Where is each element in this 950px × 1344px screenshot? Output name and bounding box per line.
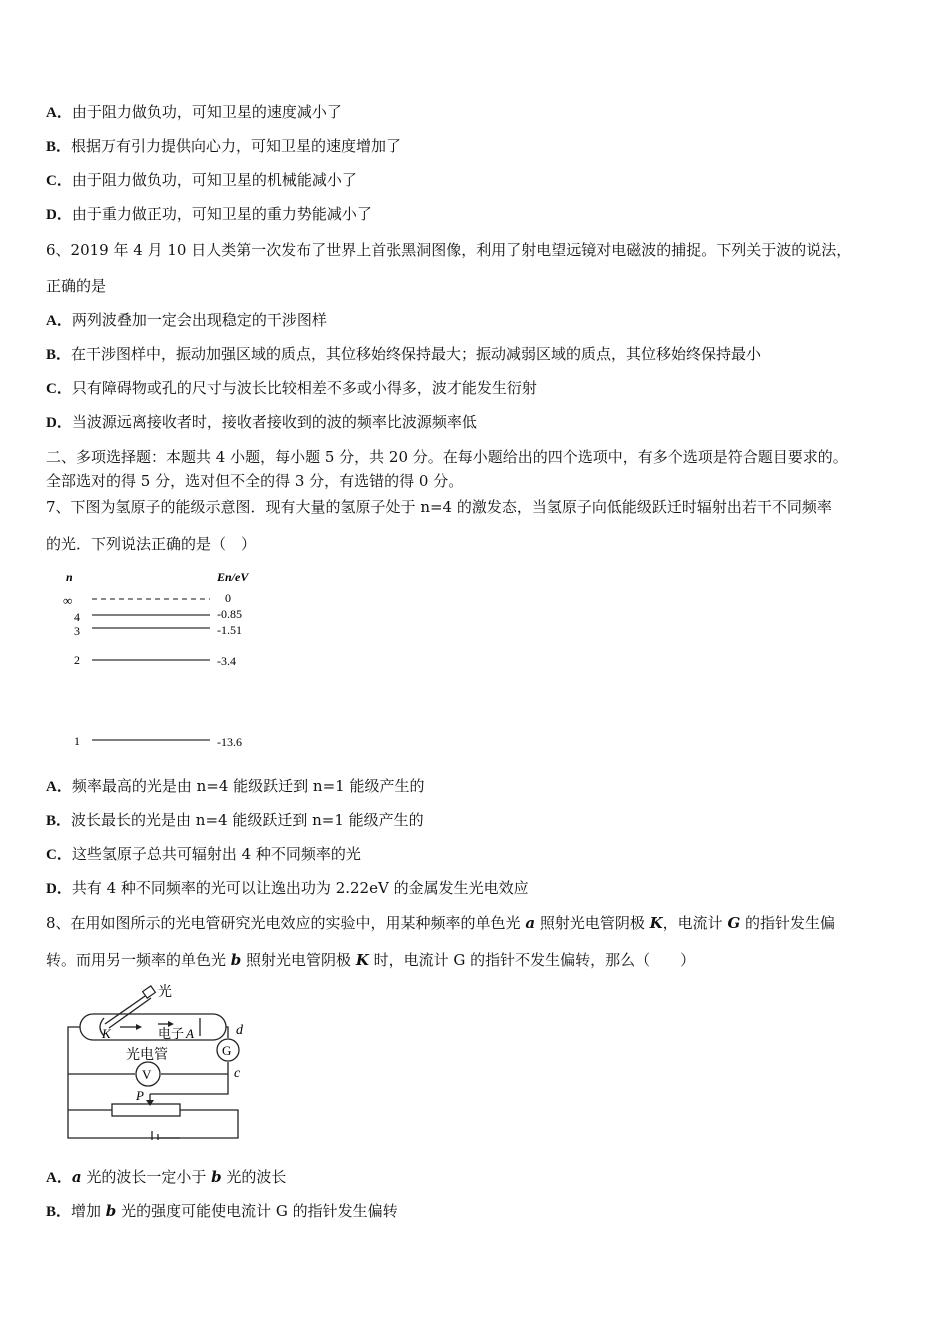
diagram-n-header: n: [66, 570, 73, 584]
q6-option-b: B．在干涉图样中，振动加强区域的质点，其位移始终保持最大；振动减弱区域的质点，其位移始终保持最小: [46, 345, 762, 363]
level-e-inf: 0: [225, 591, 231, 605]
diagram-e-header: En/eV: [217, 570, 249, 584]
q7-option-a: A．频率最高的光是由 n=4 能级跃迁到 n=1 能级产生的: [46, 777, 425, 795]
q5-option-d: D．由于重力做正功，可知卫星的重力势能减小了: [46, 205, 372, 223]
level-n-1: 1: [74, 734, 80, 748]
wire-right-bottom: [158, 1110, 238, 1138]
energy-level-diagram: [55, 564, 285, 759]
galvanometer-label: G: [222, 1043, 232, 1058]
level-n-2: 2: [74, 653, 80, 667]
q6-option-c: C．只有障碍物或孔的尺寸与波长比较相差不多或小得多，波才能发生衍射: [46, 379, 537, 397]
light-label: 光: [158, 985, 172, 1000]
q8-stem-line1: 8、在用如图所示的光电管研究光电效应的实验中，用某种频率的单色光 a 照射光电管阴极 K，电流计 G 的指针发生偏: [46, 914, 836, 932]
electron-label: 电子: [158, 1026, 185, 1041]
q7-stem-line1: 7、下图为氢原子的能级示意图．现有大量的氢原子处于 n=4 的激发态，当氢原子向低能级跃迁时辐射出若干不同频率: [46, 498, 832, 516]
voltmeter-label: V: [142, 1067, 152, 1082]
level-n-3: 3: [74, 624, 80, 638]
cathode-label: K: [102, 1026, 111, 1041]
anode-label: A: [186, 1026, 194, 1041]
q8-option-a: A．a 光的波长一定小于 b 光的波长: [46, 1168, 287, 1186]
q7-stem-line2: 的光．下列说法正确的是（ ）: [46, 535, 257, 553]
q6-stem-line2: 正确的是: [46, 277, 107, 295]
q7-option-b: B．波长最长的光是由 n=4 能级跃迁到 n=1 能级产生的: [46, 811, 424, 829]
node-c-label: c: [234, 1066, 241, 1081]
level-e-4: -0.85: [217, 607, 242, 621]
slider-arrow: [146, 1100, 154, 1106]
slider-label: P: [136, 1088, 144, 1103]
q5-option-c: C．由于阻力做负功，可知卫星的机械能减小了: [46, 171, 357, 189]
q5-option-b: B．根据万有引力提供向心力，可知卫星的速度增加了: [46, 137, 402, 155]
section2-line1: 二、多项选择题：本题共 4 小题，每小题 5 分，共 20 分。在每小题给出的四个选项中，有多个选项是符合题目要求的。: [46, 448, 848, 466]
photoelectric-circuit: [60, 980, 250, 1140]
q8-stem-line2: 转。而用另一频率的单色光 b 照射光电管阴极 K 时，电流计 G 的指针不发生偏转，那么（ ）: [46, 951, 696, 969]
level-n-4: 4: [74, 610, 80, 624]
q6-stem-line1: 6、2019 年 4 月 10 日人类第一次发布了世界上首张黑洞图像，利用了射电望远镜对电磁波的捕捉。下列关于波的说法，: [46, 241, 852, 259]
electron-arrowhead-1: [136, 1024, 142, 1030]
level-e-1: -13.6: [217, 735, 242, 749]
tube-label: 光电管: [126, 1048, 168, 1063]
level-e-3: -1.51: [217, 623, 242, 637]
q6-option-d: D．当波源远离接收者时，接收者接收到的波的频率比波源频率低: [46, 413, 477, 431]
section2-line2: 全部选对的得 5 分，选对但不全的得 3 分，有选错的得 0 分。: [46, 472, 464, 490]
light-beam-2: [109, 998, 151, 1028]
light-beam-1: [105, 994, 148, 1024]
q8-option-b: B．增加 b 光的强度可能使电流计 G 的指针发生偏转: [46, 1202, 398, 1220]
node-d-label: d: [236, 1023, 243, 1038]
level-n-inf: ∞: [63, 593, 73, 608]
q6-option-a: A．两列波叠加一定会出现稳定的干涉图样: [46, 311, 327, 329]
q7-option-c: C．这些氢原子总共可辐射出 4 种不同频率的光: [46, 845, 361, 863]
q7-option-d: D．共有 4 种不同频率的光可以让逸出功为 2.22eV 的金属发生光电效应: [46, 879, 529, 897]
wire-left: [68, 1027, 180, 1138]
rheostat: [112, 1104, 180, 1116]
level-e-2: -3.4: [217, 654, 236, 668]
q5-option-a: A．由于阻力做负功，可知卫星的速度减小了: [46, 103, 342, 121]
wire-c-to-slider: [150, 1074, 228, 1094]
